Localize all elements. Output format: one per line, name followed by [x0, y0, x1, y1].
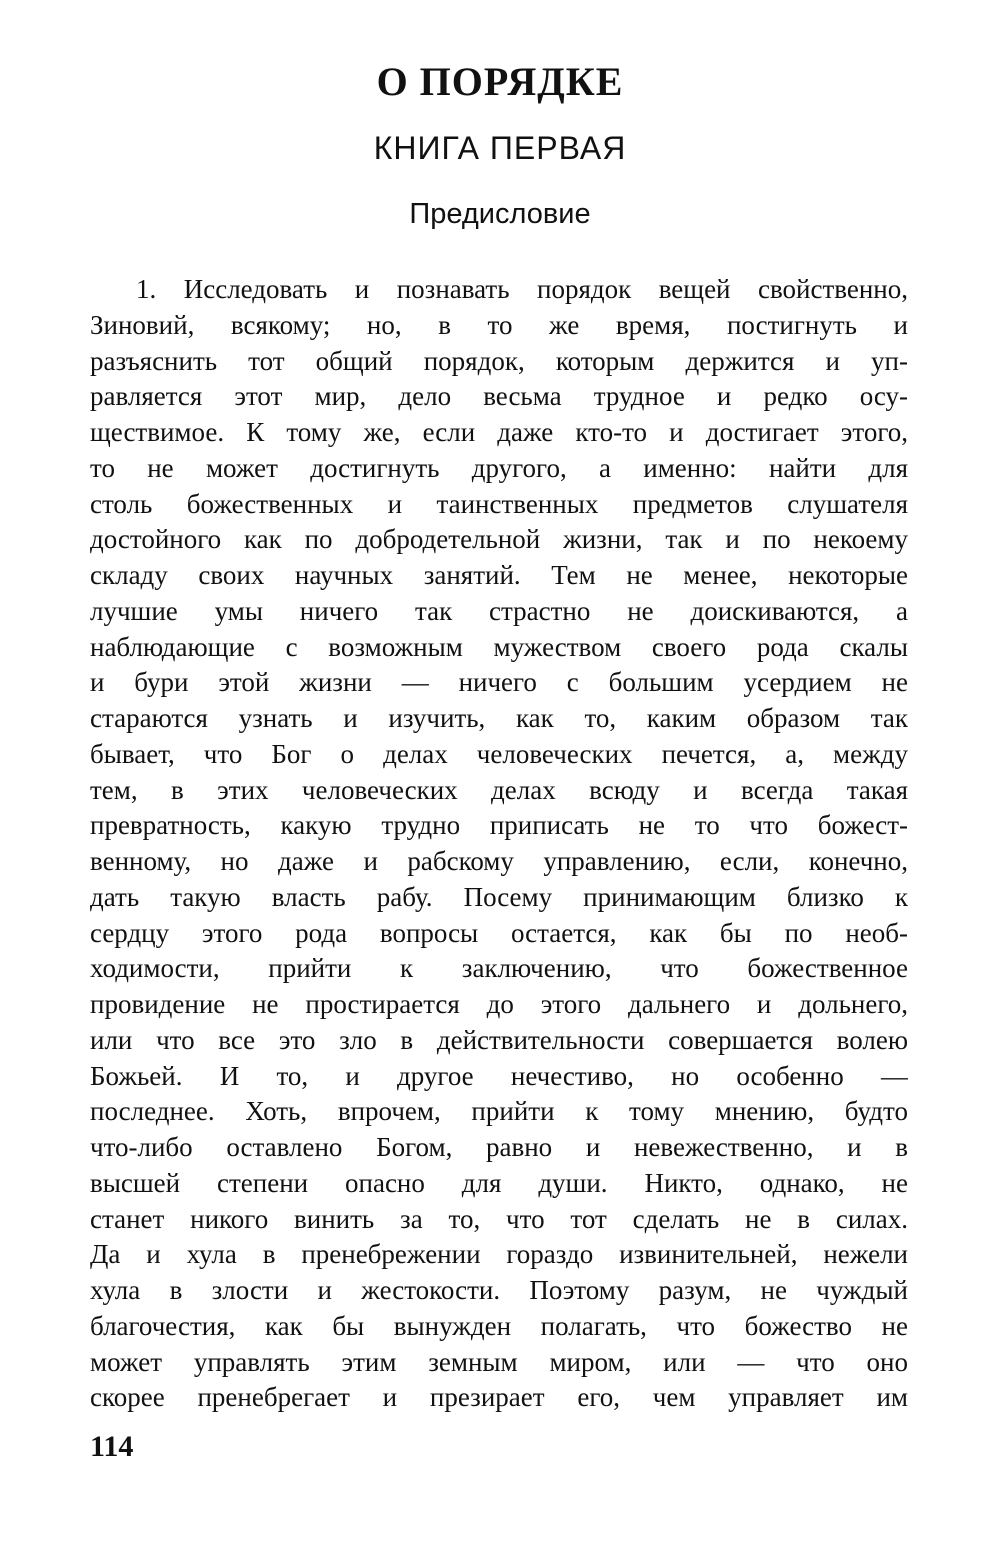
text-line: тем, в этих человеческих делах всюду и всегда такая: [90, 774, 908, 805]
page-number: 114: [90, 1430, 134, 1463]
text-line: Божьей. И то, и другое нечестиво, но особенно —: [90, 1060, 908, 1091]
text-line: столь божественных и таинственных предметов слушателя: [90, 488, 908, 519]
text-line: ходимости, прийти к заключению, что божественное: [90, 953, 908, 984]
chapter-title: О ПОРЯДКЕ: [376, 59, 624, 104]
text-line: Зиновий, всякому; но, в то же время, постигнуть и: [90, 309, 908, 340]
text-line: и бури этой жизни — ничего с большим усердием не: [90, 667, 908, 698]
text-line: дать такую власть рабу. Посему принимающим близко к: [90, 881, 908, 912]
text-line: ществимое. К тому же, если даже кто-то и достигает этого,: [90, 417, 908, 447]
text-line: провидение не простирается до этого дальнего и дольнего,: [90, 989, 908, 1019]
text-line: достойного как по добродетельной жизни, так и по некоему: [90, 524, 908, 555]
text-line: сердцу этого рода вопросы остается, как бы по необ-: [90, 917, 908, 948]
text-line: наблюдающие с возможным мужеством своего рода скалы: [90, 631, 908, 662]
text-line: бывает, что Бог о делах человеческих печется, а, между: [90, 738, 908, 769]
text-line: или что все это зло в действительности совершается волею: [90, 1024, 908, 1055]
text-line: может управлять этим земным миром, или — что оно: [90, 1346, 908, 1377]
text-line: скорее пренебрегает и презирает его, чем управляет им: [90, 1382, 908, 1413]
text-line: 1. Исследовать и познавать порядок вещей свойственно,: [136, 274, 908, 304]
text-line: то не может достигнуть другого, а именно: найти для: [90, 452, 908, 483]
text-line: что-либо оставлено Богом, равно и невежественно, и в: [90, 1132, 908, 1162]
text-line: стараются узнать и изучить, как то, каким образом так: [90, 703, 908, 733]
text-line: хула в злости и жестокости. Поэтому разум, не чуждый: [90, 1275, 908, 1305]
text-line: высшей степени опасно для души. Никто, однако, не: [90, 1167, 908, 1198]
text-line: венному, но даже и рабскому управлению, если, конечно,: [90, 846, 908, 876]
book-subtitle: КНИГА ПЕРВАЯ: [373, 130, 627, 166]
text-line: Да и хула в пренебрежении гораздо извинительней, нежели: [90, 1239, 908, 1270]
text-line: разъяснить тот общий порядок, которым держится и уп-: [90, 345, 908, 376]
paragraph-body: [90, 272, 908, 1416]
text-line: последнее. Хоть, впрочем, прийти к тому мнению, будто: [90, 1096, 908, 1127]
text-line: равляется этот мир, дело весьма трудное и редко осу-: [90, 381, 908, 412]
text-line: превратность, какую трудно приписать не то что божест-: [90, 810, 908, 841]
text-line: станет никого винить за то, что тот сделать не в силах.: [90, 1203, 908, 1234]
section-heading: Предисловие: [409, 198, 591, 230]
text-line: благочестия, как бы вынужден полагать, что божество не: [90, 1310, 908, 1341]
text-line: складу своих научных занятий. Тем не менее, некоторые: [90, 560, 908, 590]
text-line: лучшие умы ничего так страстно не доискиваются, а: [90, 595, 908, 626]
